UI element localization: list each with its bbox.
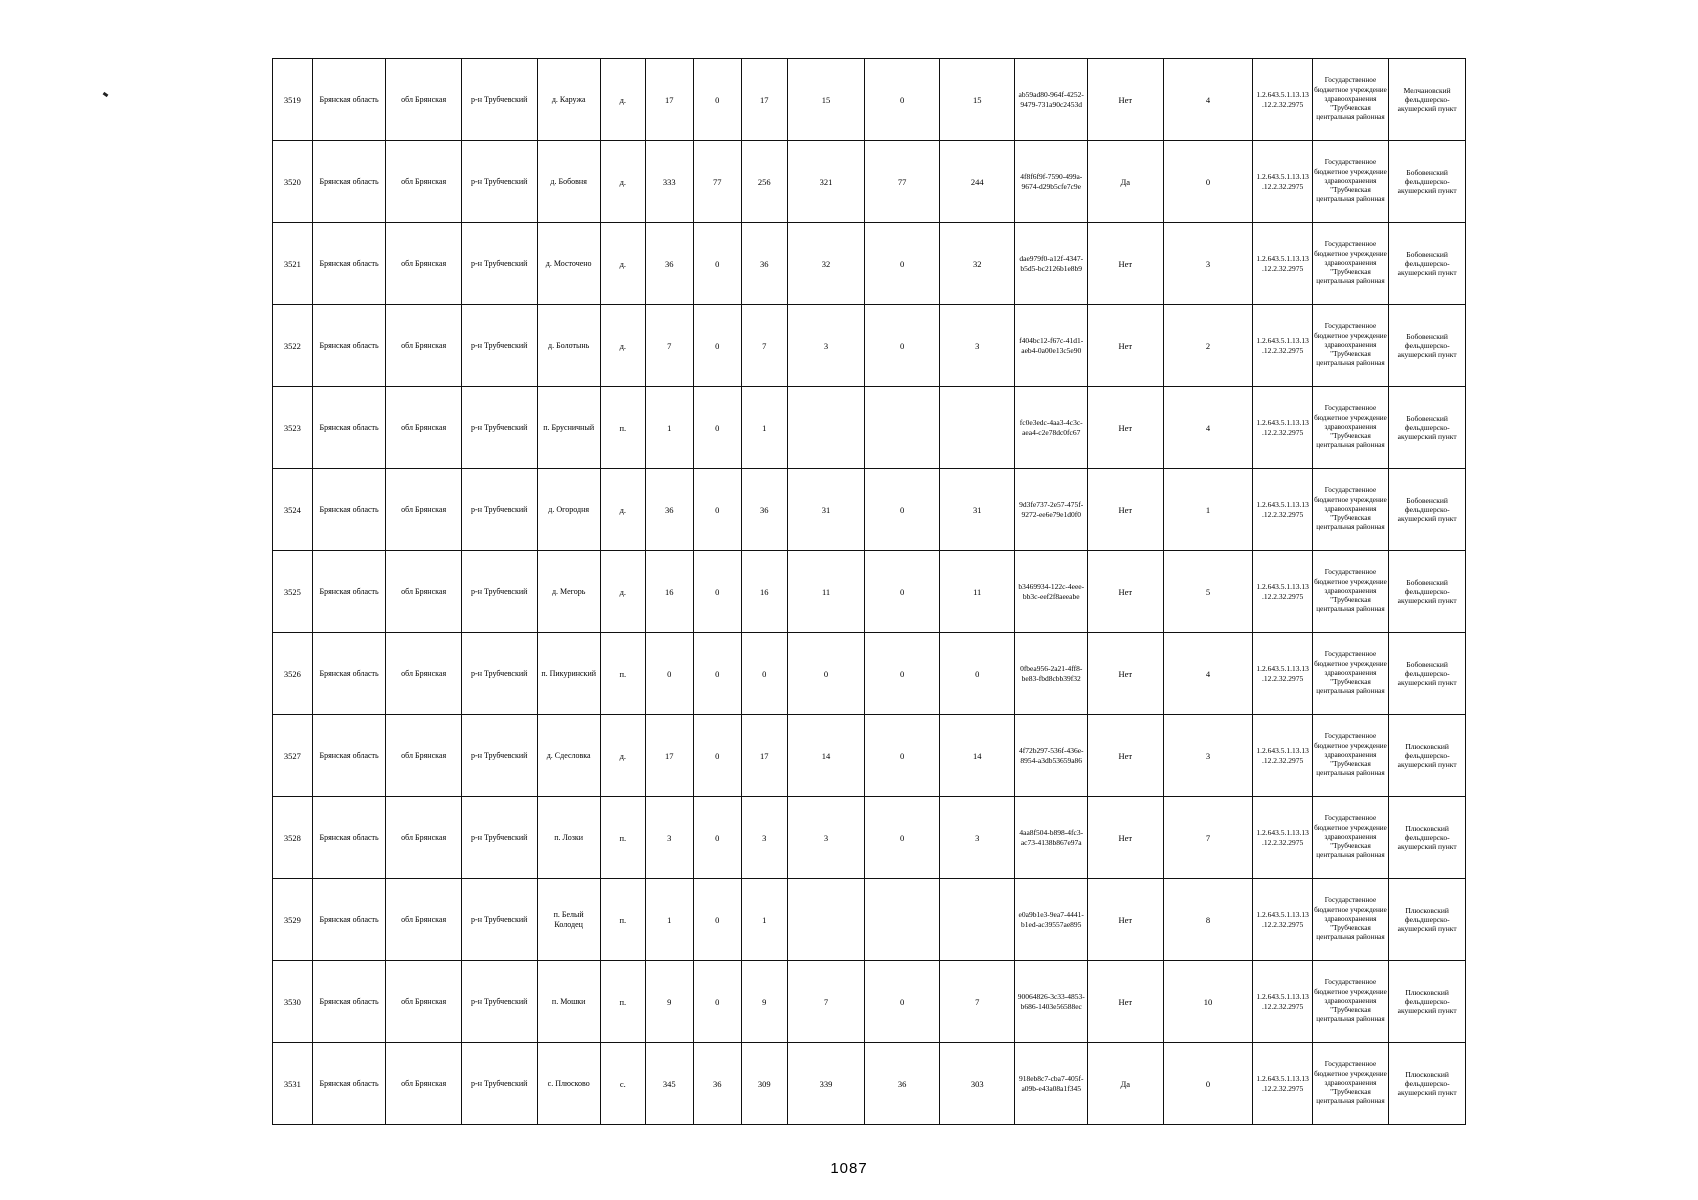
count-cell: 2: [1163, 305, 1253, 387]
fap-cell: Бобовенский фельдшерско-акушерский пункт: [1389, 633, 1466, 715]
oid-cell: 1.2.643.5.1.13.13.12.2.32.2975: [1253, 223, 1312, 305]
settlement-cell: п. Лозки: [537, 797, 600, 879]
district-cell: р-н Трубчевский: [461, 387, 537, 469]
population-a-cell: 0: [693, 879, 741, 961]
district-cell: р-н Трубчевский: [461, 141, 537, 223]
oblast-cell: обл Брянская: [386, 141, 462, 223]
population-total-2-cell: [787, 879, 865, 961]
population-b-cell: 0: [741, 633, 787, 715]
row-number-cell: 3521: [273, 223, 313, 305]
region-cell: Брянская область: [312, 633, 386, 715]
row-number-cell: 3529: [273, 879, 313, 961]
population-total-2-cell: 32: [787, 223, 865, 305]
guid-cell: f404bc12-f67c-41d1-aeb4-0a00e13c5e90: [1015, 305, 1088, 387]
population-b-2-cell: 32: [939, 223, 1015, 305]
population-total-cell: 333: [645, 141, 693, 223]
settlement-type-cell: п.: [600, 797, 645, 879]
population-a-cell: 0: [693, 633, 741, 715]
oblast-cell: обл Брянская: [386, 797, 462, 879]
population-a-2-cell: 0: [865, 305, 940, 387]
region-cell: Брянская область: [312, 59, 386, 141]
population-a-2-cell: 0: [865, 961, 940, 1043]
region-cell: Брянская область: [312, 469, 386, 551]
population-b-2-cell: 7: [939, 961, 1015, 1043]
organization-cell: Государственное бюджетное учреждение здравоохранения "Трубчевская центральная районная: [1312, 223, 1389, 305]
region-cell: Брянская область: [312, 551, 386, 633]
fap-cell: Бобовенский фельдшерско-акушерский пункт: [1389, 387, 1466, 469]
oid-cell: 1.2.643.5.1.13.13.12.2.32.2975: [1253, 797, 1312, 879]
population-a-cell: 0: [693, 387, 741, 469]
organization-cell: Государственное бюджетное учреждение здравоохранения "Трубчевская центральная районная: [1312, 715, 1389, 797]
flag-cell: Нет: [1088, 797, 1164, 879]
population-a-2-cell: 77: [865, 141, 940, 223]
guid-cell: 90064826-3c33-4853-b686-1403e56588ec: [1015, 961, 1088, 1043]
population-a-2-cell: 0: [865, 715, 940, 797]
settlement-type-cell: д.: [600, 305, 645, 387]
row-number-cell: 3528: [273, 797, 313, 879]
organization-cell: Государственное бюджетное учреждение здравоохранения "Трубчевская центральная районная: [1312, 879, 1389, 961]
population-a-cell: 0: [693, 223, 741, 305]
table-row: [273, 59, 1466, 141]
organization-cell: Государственное бюджетное учреждение здравоохранения "Трубчевская центральная районная: [1312, 469, 1389, 551]
table-row: [273, 223, 1466, 305]
oblast-cell: обл Брянская: [386, 387, 462, 469]
organization-cell: Государственное бюджетное учреждение здравоохранения "Трубчевская центральная районная: [1312, 1043, 1389, 1125]
settlement-type-cell: п.: [600, 633, 645, 715]
settlement-cell: п. Белый Колодец: [537, 879, 600, 961]
population-b-cell: 309: [741, 1043, 787, 1125]
population-b-cell: 7: [741, 305, 787, 387]
flag-cell: Нет: [1088, 879, 1164, 961]
flag-cell: Нет: [1088, 387, 1164, 469]
fap-cell: Плюсковский фельдшерско-акушерский пункт: [1389, 797, 1466, 879]
row-number-cell: 3531: [273, 1043, 313, 1125]
settlement-cell: п. Мошки: [537, 961, 600, 1043]
settlement-cell: д. Сдесловка: [537, 715, 600, 797]
population-total-2-cell: 0: [787, 633, 865, 715]
population-total-cell: 9: [645, 961, 693, 1043]
population-a-cell: 0: [693, 59, 741, 141]
region-cell: Брянская область: [312, 961, 386, 1043]
fap-cell: Мелчановский фельдшерско-акушерский пункт: [1389, 59, 1466, 141]
fap-cell: Бобовенский фельдшерско-акушерский пункт: [1389, 469, 1466, 551]
count-cell: 0: [1163, 141, 1253, 223]
settlement-cell: д. Огородня: [537, 469, 600, 551]
table-row: [273, 633, 1466, 715]
population-total-cell: 17: [645, 59, 693, 141]
settlement-type-cell: п.: [600, 387, 645, 469]
organization-cell: Государственное бюджетное учреждение здравоохранения "Трубчевская центральная районная: [1312, 797, 1389, 879]
oid-cell: 1.2.643.5.1.13.13.12.2.32.2975: [1253, 961, 1312, 1043]
population-b-cell: 3: [741, 797, 787, 879]
guid-cell: 0fbea956-2a21-4ff8-be83-fbd8cbb39f32: [1015, 633, 1088, 715]
flag-cell: Нет: [1088, 551, 1164, 633]
population-total-cell: 36: [645, 223, 693, 305]
table-body: [273, 59, 1466, 1125]
district-cell: р-н Трубчевский: [461, 59, 537, 141]
oid-cell: 1.2.643.5.1.13.13.12.2.32.2975: [1253, 715, 1312, 797]
guid-cell: 4aa8f504-b898-4fc3-ac73-4138b867e97a: [1015, 797, 1088, 879]
population-total-cell: 345: [645, 1043, 693, 1125]
district-cell: р-н Трубчевский: [461, 715, 537, 797]
scan-artifact: [103, 92, 109, 97]
oid-cell: 1.2.643.5.1.13.13.12.2.32.2975: [1253, 387, 1312, 469]
oblast-cell: обл Брянская: [386, 469, 462, 551]
population-a-cell: 0: [693, 305, 741, 387]
flag-cell: Нет: [1088, 59, 1164, 141]
oblast-cell: обл Брянская: [386, 1043, 462, 1125]
population-total-cell: 17: [645, 715, 693, 797]
population-a-cell: 0: [693, 715, 741, 797]
table-row: [273, 879, 1466, 961]
flag-cell: Нет: [1088, 961, 1164, 1043]
population-b-2-cell: 0: [939, 633, 1015, 715]
population-a-2-cell: 36: [865, 1043, 940, 1125]
fap-cell: Плюсковский фельдшерско-акушерский пункт: [1389, 1043, 1466, 1125]
population-b-cell: 36: [741, 223, 787, 305]
district-cell: р-н Трубчевский: [461, 1043, 537, 1125]
settlement-type-cell: п.: [600, 961, 645, 1043]
count-cell: 8: [1163, 879, 1253, 961]
district-cell: р-н Трубчевский: [461, 879, 537, 961]
row-number-cell: 3530: [273, 961, 313, 1043]
table-row: [273, 387, 1466, 469]
settlement-type-cell: д.: [600, 59, 645, 141]
organization-cell: Государственное бюджетное учреждение здравоохранения "Трубчевская центральная районная: [1312, 961, 1389, 1043]
population-a-cell: 36: [693, 1043, 741, 1125]
row-number-cell: 3520: [273, 141, 313, 223]
population-b-cell: 36: [741, 469, 787, 551]
region-cell: Брянская область: [312, 305, 386, 387]
count-cell: 5: [1163, 551, 1253, 633]
population-total-2-cell: 7: [787, 961, 865, 1043]
settlement-type-cell: д.: [600, 223, 645, 305]
population-b-cell: 256: [741, 141, 787, 223]
row-number-cell: 3526: [273, 633, 313, 715]
row-number-cell: 3519: [273, 59, 313, 141]
organization-cell: Государственное бюджетное учреждение здравоохранения "Трубчевская центральная районная: [1312, 387, 1389, 469]
guid-cell: fc0e3edc-4aa3-4c3c-aea4-c2e78dc0fc67: [1015, 387, 1088, 469]
population-total-cell: 3: [645, 797, 693, 879]
population-b-cell: 17: [741, 59, 787, 141]
count-cell: 4: [1163, 387, 1253, 469]
region-cell: Брянская область: [312, 1043, 386, 1125]
population-b-2-cell: [939, 879, 1015, 961]
fap-cell: Плюсковский фельдшерско-акушерский пункт: [1389, 961, 1466, 1043]
flag-cell: Нет: [1088, 633, 1164, 715]
oblast-cell: обл Брянская: [386, 715, 462, 797]
population-a-2-cell: [865, 387, 940, 469]
oblast-cell: обл Брянская: [386, 879, 462, 961]
district-cell: р-н Трубчевский: [461, 469, 537, 551]
region-cell: Брянская область: [312, 797, 386, 879]
settlement-type-cell: д.: [600, 469, 645, 551]
oblast-cell: обл Брянская: [386, 59, 462, 141]
district-cell: р-н Трубчевский: [461, 305, 537, 387]
population-b-2-cell: 244: [939, 141, 1015, 223]
count-cell: 10: [1163, 961, 1253, 1043]
flag-cell: Да: [1088, 1043, 1164, 1125]
oid-cell: 1.2.643.5.1.13.13.12.2.32.2975: [1253, 59, 1312, 141]
organization-cell: Государственное бюджетное учреждение здравоохранения "Трубчевская центральная районная: [1312, 59, 1389, 141]
organization-cell: Государственное бюджетное учреждение здравоохранения "Трубчевская центральная районная: [1312, 141, 1389, 223]
population-total-2-cell: [787, 387, 865, 469]
population-a-cell: 77: [693, 141, 741, 223]
oid-cell: 1.2.643.5.1.13.13.12.2.32.2975: [1253, 141, 1312, 223]
region-cell: Брянская область: [312, 387, 386, 469]
settlement-cell: п. Пикуринский: [537, 633, 600, 715]
count-cell: 1: [1163, 469, 1253, 551]
settlement-type-cell: с.: [600, 1043, 645, 1125]
district-cell: р-н Трубчевский: [461, 551, 537, 633]
flag-cell: Нет: [1088, 223, 1164, 305]
settlement-cell: п. Брусничный: [537, 387, 600, 469]
population-total-2-cell: 11: [787, 551, 865, 633]
population-total-2-cell: 339: [787, 1043, 865, 1125]
guid-cell: 9d3fe737-2e57-475f-9272-ee6e79e1d0f0: [1015, 469, 1088, 551]
table-row: [273, 961, 1466, 1043]
oid-cell: 1.2.643.5.1.13.13.12.2.32.2975: [1253, 551, 1312, 633]
flag-cell: Нет: [1088, 469, 1164, 551]
table-row: [273, 715, 1466, 797]
population-b-2-cell: 3: [939, 797, 1015, 879]
population-b-2-cell: 14: [939, 715, 1015, 797]
fap-cell: Бобовенский фельдшерско-акушерский пункт: [1389, 141, 1466, 223]
organization-cell: Государственное бюджетное учреждение здравоохранения "Трубчевская центральная районная: [1312, 305, 1389, 387]
population-total-2-cell: 3: [787, 305, 865, 387]
district-cell: р-н Трубчевский: [461, 633, 537, 715]
organization-cell: Государственное бюджетное учреждение здравоохранения "Трубчевская центральная районная: [1312, 551, 1389, 633]
table-row: [273, 305, 1466, 387]
guid-cell: 4f8f6f9f-7590-499a-9674-d29b5cfe7c9e: [1015, 141, 1088, 223]
settlement-type-cell: д.: [600, 715, 645, 797]
population-a-2-cell: 0: [865, 469, 940, 551]
oblast-cell: обл Брянская: [386, 633, 462, 715]
district-cell: р-н Трубчевский: [461, 961, 537, 1043]
population-b-2-cell: 303: [939, 1043, 1015, 1125]
count-cell: 3: [1163, 223, 1253, 305]
population-b-cell: 16: [741, 551, 787, 633]
flag-cell: Нет: [1088, 305, 1164, 387]
population-b-cell: 1: [741, 387, 787, 469]
settlement-cell: д. Бобовня: [537, 141, 600, 223]
settlement-type-cell: д.: [600, 141, 645, 223]
population-b-cell: 1: [741, 879, 787, 961]
region-cell: Брянская область: [312, 879, 386, 961]
table-row: [273, 551, 1466, 633]
flag-cell: Нет: [1088, 715, 1164, 797]
population-b-2-cell: 15: [939, 59, 1015, 141]
oid-cell: 1.2.643.5.1.13.13.12.2.32.2975: [1253, 469, 1312, 551]
population-b-2-cell: 31: [939, 469, 1015, 551]
oid-cell: 1.2.643.5.1.13.13.12.2.32.2975: [1253, 305, 1312, 387]
population-a-2-cell: 0: [865, 797, 940, 879]
population-total-2-cell: 31: [787, 469, 865, 551]
population-total-2-cell: 15: [787, 59, 865, 141]
settlement-type-cell: д.: [600, 551, 645, 633]
population-total-cell: 36: [645, 469, 693, 551]
table-row: [273, 141, 1466, 223]
district-cell: р-н Трубчевский: [461, 797, 537, 879]
population-a-cell: 0: [693, 797, 741, 879]
settlement-type-cell: п.: [600, 879, 645, 961]
fap-cell: Бобовенский фельдшерско-акушерский пункт: [1389, 223, 1466, 305]
count-cell: 3: [1163, 715, 1253, 797]
settlement-cell: д. Каружа: [537, 59, 600, 141]
oblast-cell: обл Брянская: [386, 223, 462, 305]
population-total-2-cell: 14: [787, 715, 865, 797]
table-row: [273, 797, 1466, 879]
row-number-cell: 3524: [273, 469, 313, 551]
row-number-cell: 3527: [273, 715, 313, 797]
population-total-cell: 7: [645, 305, 693, 387]
flag-cell: Да: [1088, 141, 1164, 223]
count-cell: 7: [1163, 797, 1253, 879]
table-row: [273, 1043, 1466, 1125]
oid-cell: 1.2.643.5.1.13.13.12.2.32.2975: [1253, 1043, 1312, 1125]
fap-cell: Плюсковский фельдшерско-акушерский пункт: [1389, 879, 1466, 961]
population-a-2-cell: [865, 879, 940, 961]
population-total-cell: 1: [645, 879, 693, 961]
table-row: [273, 469, 1466, 551]
population-total-cell: 0: [645, 633, 693, 715]
population-a-2-cell: 0: [865, 223, 940, 305]
population-b-cell: 9: [741, 961, 787, 1043]
population-b-2-cell: 3: [939, 305, 1015, 387]
guid-cell: 918eb8c7-cba7-405f-a09b-e43a08a1f345: [1015, 1043, 1088, 1125]
population-total-2-cell: 321: [787, 141, 865, 223]
population-a-cell: 0: [693, 961, 741, 1043]
oblast-cell: обл Брянская: [386, 551, 462, 633]
population-total-2-cell: 3: [787, 797, 865, 879]
count-cell: 4: [1163, 59, 1253, 141]
oid-cell: 1.2.643.5.1.13.13.12.2.32.2975: [1253, 879, 1312, 961]
district-cell: р-н Трубчевский: [461, 223, 537, 305]
population-a-cell: 0: [693, 551, 741, 633]
population-a-2-cell: 0: [865, 59, 940, 141]
fap-cell: Бобовенский фельдшерско-акушерский пункт: [1389, 551, 1466, 633]
settlement-cell: с. Плюсково: [537, 1043, 600, 1125]
population-b-cell: 17: [741, 715, 787, 797]
population-total-cell: 16: [645, 551, 693, 633]
settlement-cell: д. Мосточено: [537, 223, 600, 305]
population-total-cell: 1: [645, 387, 693, 469]
oblast-cell: обл Брянская: [386, 305, 462, 387]
count-cell: 4: [1163, 633, 1253, 715]
guid-cell: ab59ad80-964f-4252-9479-731a90c2453d: [1015, 59, 1088, 141]
fap-cell: Бобовенский фельдшерско-акушерский пункт: [1389, 305, 1466, 387]
fap-cell: Плюсковский фельдшерско-акушерский пункт: [1389, 715, 1466, 797]
region-cell: Брянская область: [312, 715, 386, 797]
guid-cell: b3469934-122c-4eee-bb3c-eef2f8aeeabe: [1015, 551, 1088, 633]
population-a-cell: 0: [693, 469, 741, 551]
settlement-cell: д. Болотынь: [537, 305, 600, 387]
row-number-cell: 3525: [273, 551, 313, 633]
population-b-2-cell: [939, 387, 1015, 469]
settlement-cell: д. Мегорь: [537, 551, 600, 633]
population-b-2-cell: 11: [939, 551, 1015, 633]
population-a-2-cell: 0: [865, 551, 940, 633]
region-cell: Брянская область: [312, 141, 386, 223]
region-cell: Брянская область: [312, 223, 386, 305]
guid-cell: e0a9b1e3-9ea7-4441-b1ed-ac39557ae895: [1015, 879, 1088, 961]
organization-cell: Государственное бюджетное учреждение здравоохранения "Трубчевская центральная районная: [1312, 633, 1389, 715]
population-a-2-cell: 0: [865, 633, 940, 715]
row-number-cell: 3522: [273, 305, 313, 387]
guid-cell: dae979f0-a12f-4347-b5d5-bc2126b1e8b9: [1015, 223, 1088, 305]
oblast-cell: обл Брянская: [386, 961, 462, 1043]
guid-cell: 4f72b297-536f-436e-8954-a3db53659a86: [1015, 715, 1088, 797]
page-number: 1087: [830, 1160, 868, 1177]
settlements-table: [272, 58, 1466, 1125]
row-number-cell: 3523: [273, 387, 313, 469]
count-cell: 0: [1163, 1043, 1253, 1125]
oid-cell: 1.2.643.5.1.13.13.12.2.32.2975: [1253, 633, 1312, 715]
